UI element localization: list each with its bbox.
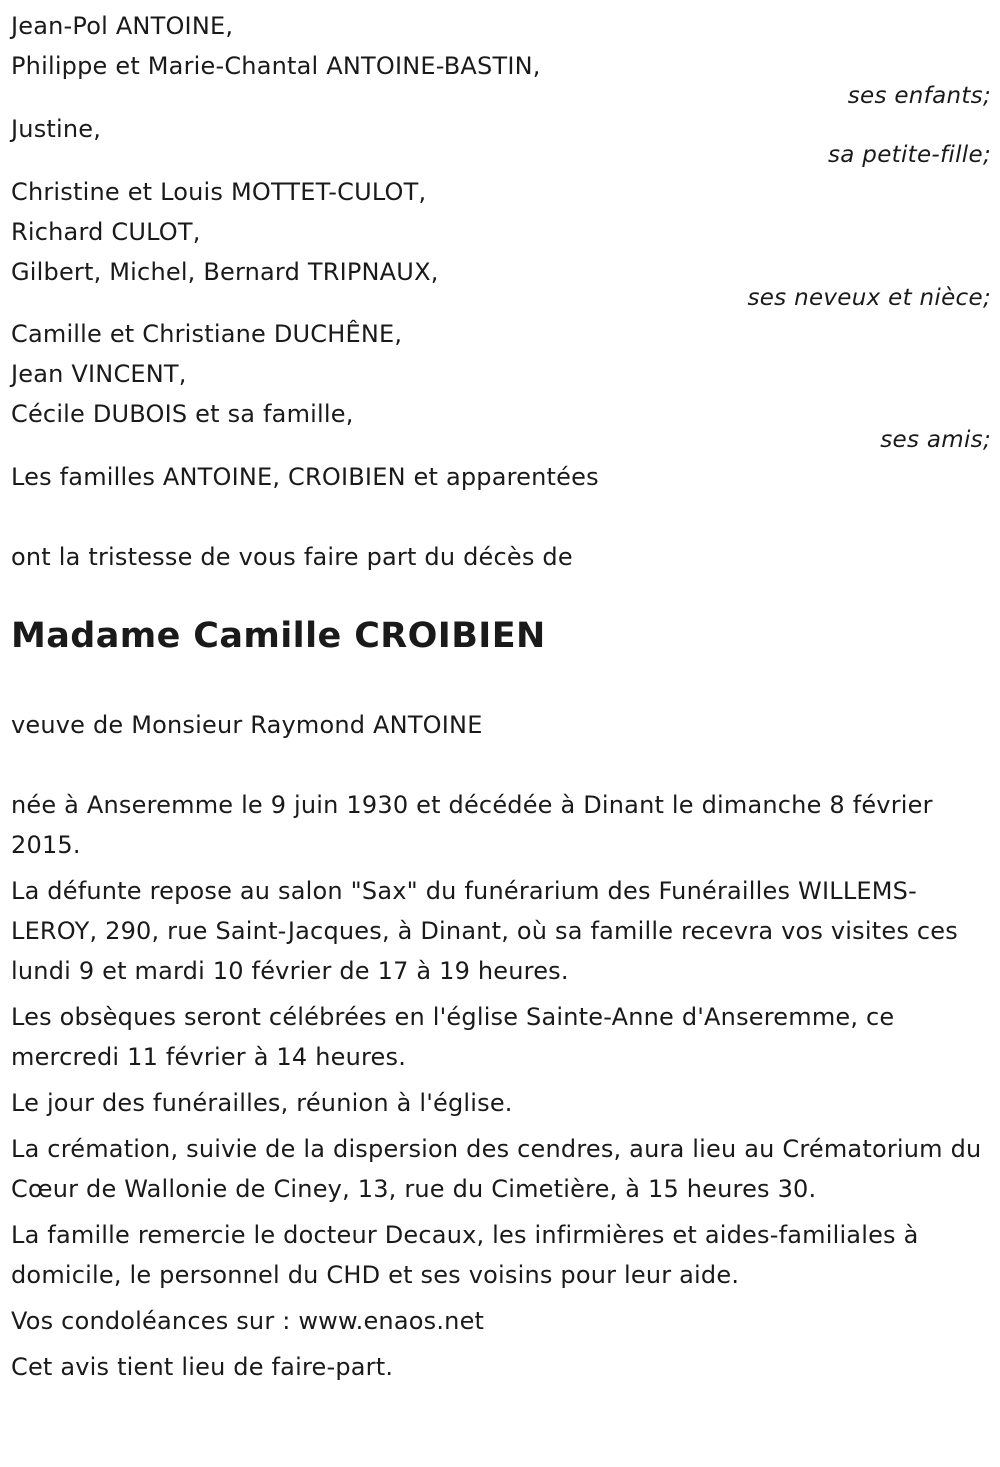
condolences-paragraph: Vos condoléances sur : www.enaos.net <box>11 1307 485 1335</box>
widow-of-line: veuve de Monsieur Raymond ANTOINE <box>11 711 483 739</box>
meeting-paragraph: Le jour des funérailles, réunion à l'église. <box>11 1089 513 1117</box>
deceased-name: Madame Camille CROIBIEN <box>11 616 546 656</box>
thanks-paragraph: La famille remercie le docteur Decaux, les infirmières et aides-familiales à domicile, le personnel du CHD et ses voisins pour leur aide. <box>11 1221 919 1289</box>
mourners-group-nephews-niece <box>11 172 991 310</box>
mourner-line: Jean VINCENT, <box>11 360 187 388</box>
mourners-group-children <box>11 6 991 108</box>
relationship-label: ses neveux et nièce; <box>747 285 991 311</box>
funeral-paragraph: Les obsèques seront célébrées en l'église Sainte-Anne d'Anseremme, ce mercredi 11 février à 14 heures. <box>11 1003 895 1071</box>
details-section <box>11 785 989 1387</box>
birth-death-paragraph: née à Anseremme le 9 juin 1930 et décédée à Dinant le dimanche 8 février 2015. <box>11 791 933 859</box>
mourner-line: Camille et Christiane DUCHÊNE, <box>11 320 403 348</box>
mourners-group-granddaughter <box>11 109 991 167</box>
mourner-line: Justine, <box>11 115 102 143</box>
notice-paragraph: Cet avis tient lieu de faire-part. <box>11 1353 394 1381</box>
families-line: Les familles ANTOINE, CROIBIEN et apparentées <box>11 463 599 491</box>
mourners-group-friends <box>11 314 991 452</box>
viewing-paragraph: La défunte repose au salon "Sax" du funérarium des Funérailles WILLEMS-LEROY, 290, rue Saint-Jacques, à Dinant, où sa famille recevra vos visites ces lundi 9 et mardi 10 février de 17 à 19 heures. <box>11 877 958 985</box>
announcement-line: ont la tristesse de vous faire part du décès de <box>11 543 573 571</box>
cremation-paragraph: La crémation, suivie de la dispersion des cendres, aura lieu au Crématorium du Cœur de Wallonie de Ciney, 13, rue du Cimetière, à 15 heures 30. <box>11 1135 982 1203</box>
mourner-line: Richard CULOT, <box>11 218 201 246</box>
mourner-line: Cécile DUBOIS et sa famille, <box>11 400 354 428</box>
mourner-line: Christine et Louis MOTTET-CULOT, <box>11 178 427 206</box>
relationship-label: ses amis; <box>880 427 991 453</box>
relationship-label: sa petite-fille; <box>828 142 991 168</box>
mourner-line: Philippe et Marie-Chantal ANTOINE-BASTIN, <box>11 52 541 80</box>
relationship-label: ses enfants; <box>847 83 991 109</box>
mourner-line: Gilbert, Michel, Bernard TRIPNAUX, <box>11 258 439 286</box>
mourner-line: Jean-Pol ANTOINE, <box>11 12 234 40</box>
